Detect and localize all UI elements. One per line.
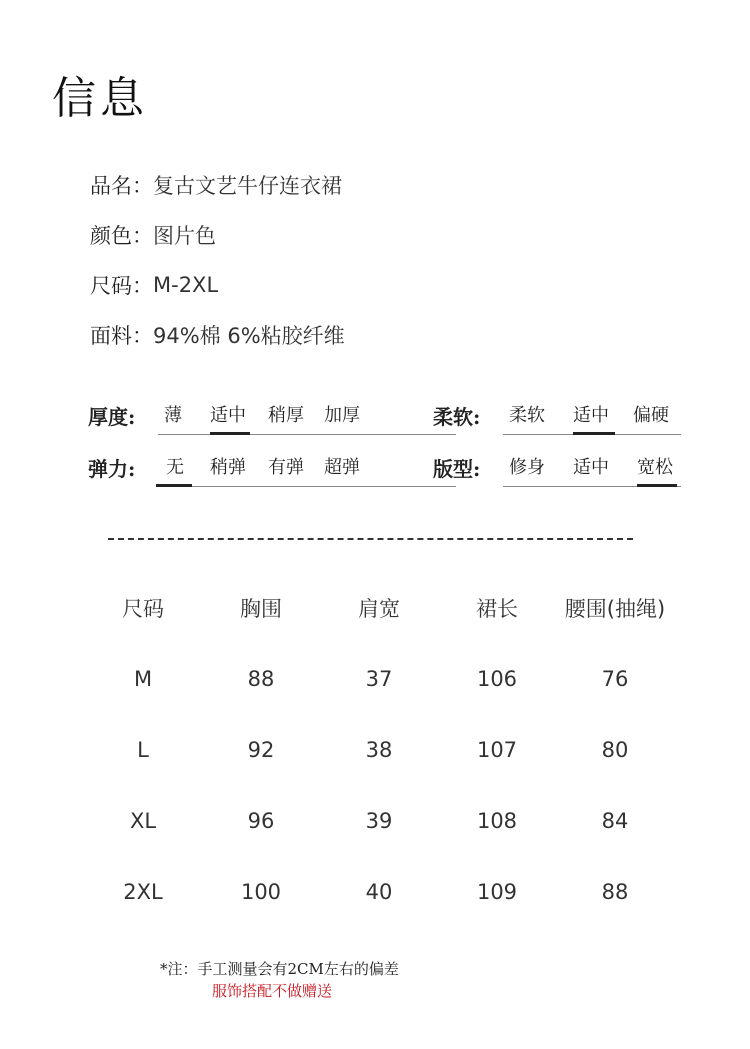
table-row bbox=[84, 643, 674, 714]
accessory-note: 服饰搭配不做赠送 bbox=[212, 982, 333, 1000]
attr-selected-marker bbox=[637, 484, 677, 487]
table-cell: 108 bbox=[476, 808, 518, 833]
attr-baseline bbox=[158, 434, 456, 435]
attr-option: 修身 bbox=[509, 457, 545, 478]
attr-option: 偏硬 bbox=[633, 405, 669, 426]
attr-label: 版型: bbox=[433, 457, 481, 481]
attr-option: 无 bbox=[166, 457, 184, 478]
info-value: 复古文艺牛仔连衣裙 bbox=[153, 174, 342, 198]
attr-option: 加厚 bbox=[324, 405, 360, 426]
dashed-divider bbox=[108, 538, 633, 540]
attr-option: 适中 bbox=[573, 457, 609, 478]
attr-option: 柔软 bbox=[509, 405, 545, 426]
attr-baseline bbox=[158, 486, 456, 487]
info-label: 面料： bbox=[90, 324, 153, 348]
table-header: 胸围 bbox=[240, 596, 282, 621]
table-cell: 2XL bbox=[123, 879, 163, 904]
attr-option: 宽松 bbox=[637, 457, 673, 478]
table-cell: 88 bbox=[601, 879, 629, 904]
info-row-name bbox=[90, 160, 345, 210]
product-info bbox=[90, 160, 345, 360]
info-row-size bbox=[90, 260, 345, 310]
table-cell: XL bbox=[129, 808, 157, 833]
attr-label: 柔软: bbox=[433, 405, 481, 429]
attr-option: 超弹 bbox=[324, 457, 360, 478]
table-cell: 39 bbox=[365, 808, 393, 833]
attr-selected-marker bbox=[156, 484, 192, 487]
table-header: 尺码 bbox=[122, 596, 164, 621]
table-cell: 80 bbox=[601, 737, 629, 762]
table-cell: M bbox=[133, 666, 153, 691]
table-cell: 106 bbox=[476, 666, 518, 691]
info-value: 94%棉 6%粘胶纤维 bbox=[153, 324, 345, 348]
info-label: 品名： bbox=[90, 174, 153, 198]
size-table bbox=[84, 572, 674, 927]
page-title: 信息 bbox=[52, 73, 148, 124]
table-cell: 38 bbox=[365, 737, 393, 762]
table-cell: L bbox=[137, 737, 149, 762]
table-cell: 88 bbox=[247, 666, 275, 691]
info-value: 图片色 bbox=[153, 224, 216, 248]
table-header-row bbox=[84, 572, 674, 643]
table-cell: 37 bbox=[365, 666, 393, 691]
attr-option: 稍弹 bbox=[210, 457, 246, 478]
table-row bbox=[84, 785, 674, 856]
attr-option: 有弹 bbox=[268, 457, 304, 478]
table-header: 腰围(抽绳) bbox=[564, 596, 666, 621]
info-row-color bbox=[90, 210, 345, 260]
info-label: 颜色： bbox=[90, 224, 153, 248]
table-cell: 92 bbox=[247, 737, 275, 762]
table-cell: 96 bbox=[247, 808, 275, 833]
attr-label: 厚度: bbox=[88, 405, 136, 429]
attr-selected-marker bbox=[210, 432, 250, 435]
attr-option: 薄 bbox=[164, 405, 182, 426]
attr-label: 弹力: bbox=[88, 457, 136, 481]
measurement-note: *注：手工测量会有2CM左右的偏差 bbox=[160, 960, 399, 978]
table-cell: 107 bbox=[476, 737, 518, 762]
attr-option: 适中 bbox=[210, 405, 246, 426]
attr-option: 适中 bbox=[573, 405, 609, 426]
table-cell: 84 bbox=[601, 808, 629, 833]
table-cell: 109 bbox=[476, 879, 518, 904]
attr-selected-marker bbox=[573, 432, 615, 435]
table-row bbox=[84, 714, 674, 785]
table-cell: 76 bbox=[601, 666, 629, 691]
info-label: 尺码： bbox=[90, 274, 153, 298]
table-row bbox=[84, 856, 674, 927]
table-header: 肩宽 bbox=[358, 596, 400, 621]
table-cell: 100 bbox=[240, 879, 282, 904]
table-cell: 40 bbox=[365, 879, 393, 904]
info-row-fabric bbox=[90, 310, 345, 360]
info-value: M-2XL bbox=[153, 273, 219, 297]
attr-option: 稍厚 bbox=[268, 405, 304, 426]
table-header: 裙长 bbox=[476, 596, 518, 621]
